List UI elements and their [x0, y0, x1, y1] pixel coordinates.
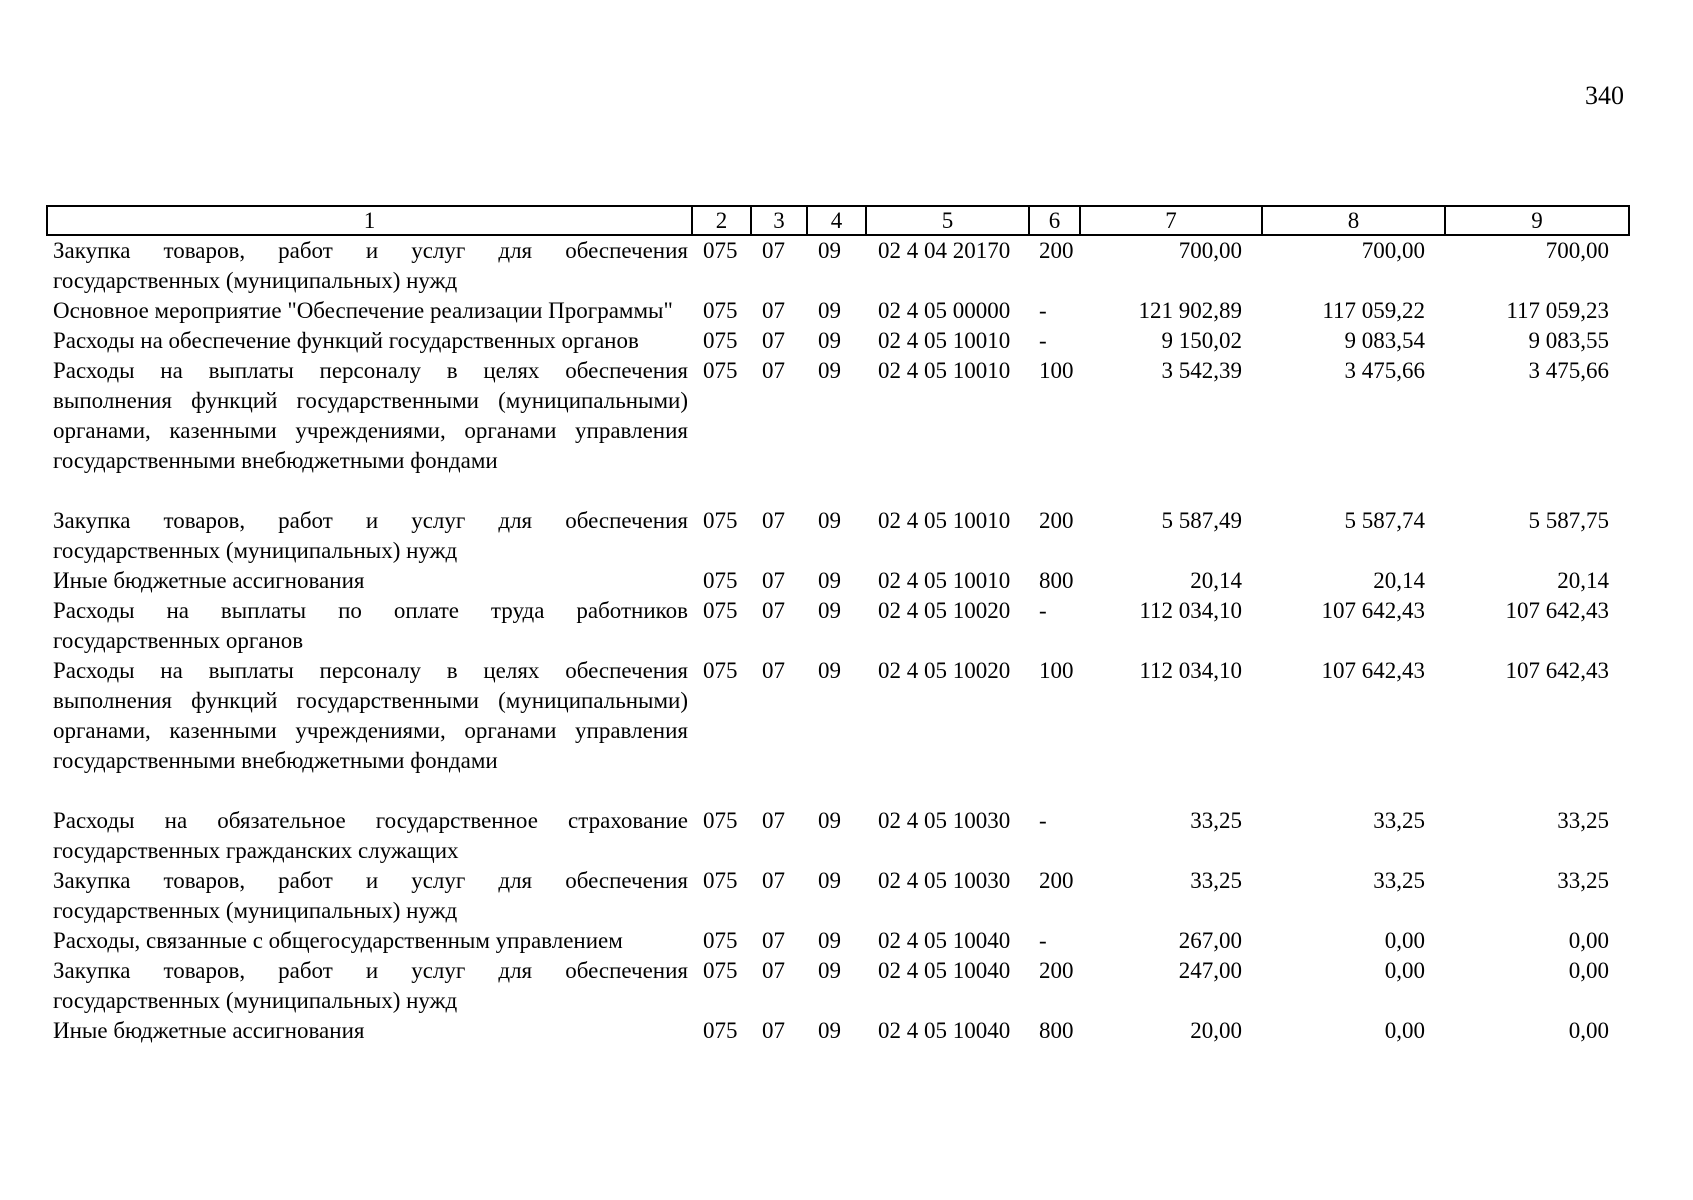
amount-col8: 9 083,54 — [1344, 328, 1425, 353]
amount-col8: 107 642,43 — [1321, 598, 1425, 623]
row-name: Закупка товаров, работ и услуг для обеспечения государственных (муниципальных) нужд — [53, 958, 688, 1013]
amount-col8: 20,14 — [1373, 568, 1425, 593]
amount-col7: 247,00 — [1178, 958, 1242, 983]
code-col6: 100 — [1039, 658, 1074, 683]
code-col2: 075 — [703, 508, 738, 533]
amount-col9: 9 083,55 — [1528, 328, 1609, 353]
code-col2: 075 — [703, 598, 738, 623]
code-col4: 09 — [818, 568, 841, 593]
amount-col8: 117 059,22 — [1322, 298, 1425, 323]
code-col3: 07 — [762, 598, 785, 623]
code-col4: 09 — [818, 598, 841, 623]
code-col6: 100 — [1039, 358, 1074, 383]
amount-col7: 33,25 — [1190, 808, 1242, 833]
code-col5: 02 4 05 10010 — [878, 358, 1011, 383]
code-col3: 07 — [762, 358, 785, 383]
table-body — [47, 235, 1629, 1046]
code-col5: 02 4 05 10020 — [878, 658, 1011, 683]
code-col4: 09 — [818, 928, 841, 953]
row-name: Расходы, связанные с общегосударственным управлением — [53, 928, 623, 953]
table-row — [47, 506, 1629, 566]
table-row — [47, 806, 1629, 866]
code-col3: 07 — [762, 508, 785, 533]
code-col3: 07 — [762, 328, 785, 353]
row-name: Расходы на выплаты по оплате труда работников государственных органов — [53, 598, 688, 653]
amount-col9: 700,00 — [1545, 238, 1609, 263]
row-name: Расходы на выплаты персоналу в целях обеспечения выполнения функций государственными (муниципальными) органами, казенными учреждениями, органами управления государственными внебюджетными фондами — [53, 358, 688, 473]
amount-col8: 33,25 — [1373, 868, 1425, 893]
amount-col9: 0,00 — [1568, 1018, 1609, 1043]
amount-col8: 107 642,43 — [1321, 658, 1425, 683]
table-header — [47, 206, 1629, 235]
amount-col9: 3 475,66 — [1528, 358, 1609, 383]
code-col4: 09 — [818, 508, 841, 533]
code-col4: 09 — [818, 958, 841, 983]
amount-col9: 33,25 — [1557, 868, 1609, 893]
table-row — [47, 866, 1629, 926]
code-col3: 07 — [762, 808, 785, 833]
column-header: 8 — [1262, 206, 1445, 235]
code-col2: 075 — [703, 658, 738, 683]
code-col2: 075 — [703, 358, 738, 383]
amount-col7: 9 150,02 — [1161, 328, 1242, 353]
column-header: 6 — [1029, 206, 1080, 235]
amount-col8: 0,00 — [1384, 958, 1425, 983]
amount-col7: 267,00 — [1178, 928, 1242, 953]
code-col4: 09 — [818, 238, 841, 263]
code-col2: 075 — [703, 928, 738, 953]
code-col3: 07 — [762, 298, 785, 323]
code-col4: 09 — [818, 658, 841, 683]
code-col5: 02 4 05 00000 — [878, 298, 1011, 323]
code-col2: 075 — [703, 958, 738, 983]
budget-table — [46, 205, 1630, 1046]
row-name: Иные бюджетные ассигнования — [53, 568, 365, 593]
column-header: 3 — [751, 206, 807, 235]
code-col4: 09 — [818, 358, 841, 383]
code-col6: - — [1039, 598, 1047, 623]
row-name: Расходы на обеспечение функций государственных органов — [53, 328, 639, 353]
row-name: Расходы на выплаты персоналу в целях обеспечения выполнения функций государственными (муниципальными) органами, казенными учреждениями, органами управления государственными внебюджетными фондами — [53, 658, 688, 773]
amount-col7: 5 587,49 — [1161, 508, 1242, 533]
code-col3: 07 — [762, 928, 785, 953]
amount-col8: 3 475,66 — [1344, 358, 1425, 383]
amount-col9: 20,14 — [1557, 568, 1609, 593]
amount-col7: 20,14 — [1190, 568, 1242, 593]
amount-col9: 33,25 — [1557, 808, 1609, 833]
amount-col8: 0,00 — [1384, 1018, 1425, 1043]
row-name: Основное мероприятие "Обеспечение реализации Программы" — [53, 298, 673, 323]
amount-col8: 5 587,74 — [1344, 508, 1425, 533]
amount-col7: 3 542,39 — [1161, 358, 1242, 383]
column-header: 1 — [47, 206, 692, 235]
code-col6: 200 — [1039, 958, 1074, 983]
code-col5: 02 4 05 10040 — [878, 928, 1011, 953]
amount-col7: 700,00 — [1178, 238, 1242, 263]
code-col6: - — [1039, 328, 1047, 353]
table-row — [47, 926, 1629, 956]
code-col5: 02 4 05 10040 — [878, 958, 1011, 983]
amount-col7: 20,00 — [1190, 1018, 1242, 1043]
code-col6: 800 — [1039, 568, 1074, 593]
amount-col7: 112 034,10 — [1139, 658, 1242, 683]
code-col3: 07 — [762, 868, 785, 893]
code-col4: 09 — [818, 808, 841, 833]
code-col2: 075 — [703, 568, 738, 593]
code-col5: 02 4 05 10030 — [878, 808, 1011, 833]
code-col6: - — [1039, 808, 1047, 833]
code-col6: 800 — [1039, 1018, 1074, 1043]
code-col4: 09 — [818, 298, 841, 323]
code-col6: - — [1039, 928, 1047, 953]
table-row — [47, 566, 1629, 596]
table-row — [47, 326, 1629, 356]
table-row — [47, 1016, 1629, 1046]
table-row — [47, 956, 1629, 1016]
code-col2: 075 — [703, 238, 738, 263]
header-row — [47, 206, 1629, 235]
code-col4: 09 — [818, 328, 841, 353]
code-col6: 200 — [1039, 868, 1074, 893]
row-name: Закупка товаров, работ и услуг для обеспечения государственных (муниципальных) нужд — [53, 868, 688, 923]
code-col3: 07 — [762, 238, 785, 263]
code-col6: - — [1039, 298, 1047, 323]
code-col5: 02 4 05 10040 — [878, 1018, 1011, 1043]
table-row — [47, 596, 1629, 656]
code-col6: 200 — [1039, 238, 1074, 263]
code-col4: 09 — [818, 1018, 841, 1043]
code-col2: 075 — [703, 1018, 738, 1043]
code-col3: 07 — [762, 568, 785, 593]
column-header: 9 — [1445, 206, 1629, 235]
code-col2: 075 — [703, 328, 738, 353]
amount-col9: 0,00 — [1568, 928, 1609, 953]
amount-col9: 117 059,23 — [1506, 298, 1609, 323]
amount-col8: 700,00 — [1361, 238, 1425, 263]
code-col3: 07 — [762, 1018, 785, 1043]
amount-col7: 121 902,89 — [1138, 298, 1242, 323]
column-header: 2 — [692, 206, 751, 235]
row-name: Иные бюджетные ассигнования — [53, 1018, 365, 1043]
table-row — [47, 296, 1629, 326]
column-header: 4 — [807, 206, 866, 235]
page-number: 340 — [1585, 81, 1624, 110]
code-col5: 02 4 05 10010 — [878, 508, 1011, 533]
code-col5: 02 4 04 20170 — [878, 238, 1011, 263]
row-name: Расходы на обязательное государственное страхование государственных гражданских служащих — [53, 808, 688, 863]
code-col5: 02 4 05 10030 — [878, 868, 1011, 893]
code-col2: 075 — [703, 868, 738, 893]
amount-col9: 107 642,43 — [1505, 658, 1609, 683]
code-col4: 09 — [818, 868, 841, 893]
code-col3: 07 — [762, 958, 785, 983]
code-col2: 075 — [703, 808, 738, 833]
table-row — [47, 235, 1629, 296]
amount-col9: 107 642,43 — [1505, 598, 1609, 623]
table-row — [47, 656, 1629, 806]
amount-col7: 112 034,10 — [1139, 598, 1242, 623]
code-col5: 02 4 05 10010 — [878, 328, 1011, 353]
code-col3: 07 — [762, 658, 785, 683]
amount-col7: 33,25 — [1190, 868, 1242, 893]
amount-col8: 33,25 — [1373, 808, 1425, 833]
column-header: 5 — [866, 206, 1029, 235]
amount-col9: 5 587,75 — [1528, 508, 1609, 533]
table-row — [47, 356, 1629, 506]
amount-col8: 0,00 — [1384, 928, 1425, 953]
code-col5: 02 4 05 10020 — [878, 598, 1011, 623]
code-col5: 02 4 05 10010 — [878, 568, 1011, 593]
amount-col9: 0,00 — [1568, 958, 1609, 983]
code-col2: 075 — [703, 298, 738, 323]
column-header: 7 — [1080, 206, 1262, 235]
row-name: Закупка товаров, работ и услуг для обеспечения государственных (муниципальных) нужд — [53, 508, 688, 563]
row-name: Закупка товаров, работ и услуг для обеспечения государственных (муниципальных) нужд — [53, 238, 688, 293]
code-col6: 200 — [1039, 508, 1074, 533]
